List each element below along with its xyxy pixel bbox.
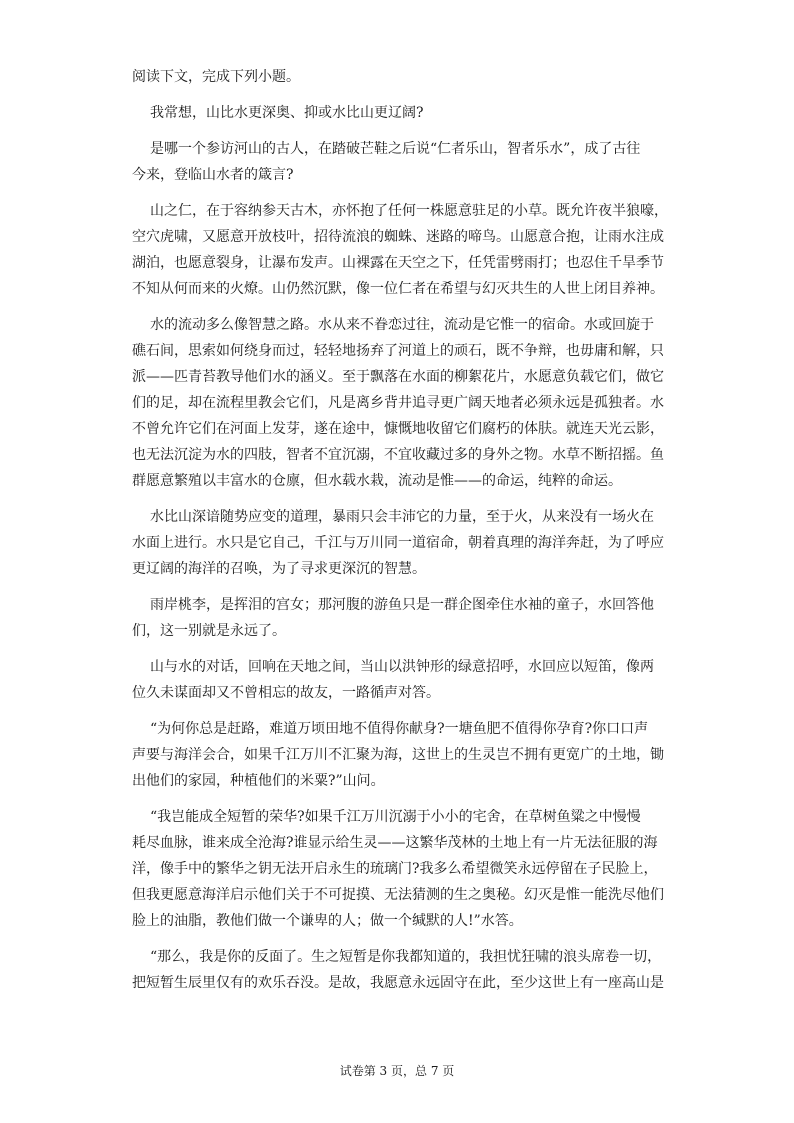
text-line: 耗尽血脉，谁来成全沧海?谁显示给生灵——这繁华茂林的土地上有一片无法征服的海 xyxy=(132,835,658,851)
instruction-text: 阅读下文，完成下列小题。 xyxy=(132,69,300,85)
page-footer: 试卷第 3 页，总 7 页 xyxy=(339,1064,455,1078)
text-line: 位久未谋面却又不曾相忘的故友，一路循声对答。 xyxy=(132,685,440,701)
text-line: “我岂能成全短暂的荣华?如果千江万川沉溺于小小的宅舍，在草树鱼粱之中慢慢 xyxy=(150,809,641,825)
text-line: 群愿意繁殖以丰富水的仓廪，但水载水栽，流动是惟——的命运，纯粹的命运。 xyxy=(132,473,622,489)
text-line: 不曾允许它们在河面上发芽，遂在途中，慷慨地收留它们腐朽的体肤。就连天光云影， xyxy=(132,421,664,437)
paragraph-8 xyxy=(132,716,664,794)
paragraph-2 xyxy=(132,136,660,188)
text-line: 今来，登临山水者的箴言? xyxy=(132,167,294,183)
paragraph-7 xyxy=(132,654,660,706)
text-line: 水比山深谙随势应变的道理，暴雨只会丰沛它的力量，至于火，从来没有一场火在 xyxy=(150,509,654,525)
text-line: 山与水的对话，回响在天地之间，当山以洪钟形的绿意招呼，水回应以短笛，像两 xyxy=(150,659,654,675)
paragraph-10 xyxy=(132,944,664,996)
text-line: 派——匹青苔教导他们水的涵义。至于飘落在水面的柳絮花片，水愿意负载它们，做它 xyxy=(132,369,664,385)
paragraph-9 xyxy=(132,804,664,934)
text-line: 们，这一别就是永远了。 xyxy=(132,623,286,639)
text-line: 不知从何而来的火燎。山仍然沉默，像一位仁者在希望与幻灭共生的人世上闭目养神。 xyxy=(132,281,664,297)
paragraph-6 xyxy=(132,592,660,644)
text-line: 也无法沉淀为水的四肢，智者不宜沉溺，不宜收藏过多的身外之物。水草不断招摇。鱼 xyxy=(132,447,664,463)
text-line: “那么，我是你的反面了。生之短暂是你我都知道的，我担忧狂啸的浪头席卷一切， xyxy=(150,949,662,965)
text-line: 湖泊，也愿意裂身，让瀑布发声。山裸露在天空之下，任凭雷劈雨打；也忍住千旱季节 xyxy=(132,255,664,271)
reading-passage xyxy=(132,64,668,996)
paragraph-4 xyxy=(132,312,664,494)
text-line: 我常想，山比水更深奥、抑或水比山更辽阔? xyxy=(150,105,424,121)
text-line: 把短暂生辰里仅有的欢乐吞没。是故，我愿意永远固守在此，至少这世上有一座高山是 xyxy=(132,975,664,991)
text-line: 洋，像手中的繁华之钥无法开启永生的琉璃门?我多么希望微笑永远停留在子民脸上， xyxy=(132,861,658,877)
paragraph-5 xyxy=(132,504,664,582)
text-line: 出他们的家园，种植他们的米粟?”山问。 xyxy=(132,773,385,789)
paragraph-1 xyxy=(132,100,660,126)
text-line: 山之仁，在于容纳参天古木，亦怀抱了任何一株愿意驻足的小草。既允许夜半狼嚎， xyxy=(150,203,668,219)
text-line: “为何你总是赶路，难道万顷田地不值得你献身?一塘鱼肥不值得你孕育?你口口声 xyxy=(150,721,649,737)
text-line: 是哪一个参访河山的古人，在踏破芒鞋之后说“仁者乐山，智者乐水”，成了古往 xyxy=(150,141,641,157)
text-line: 更辽阔的海洋的召唤，为了寻求更深沉的智慧。 xyxy=(132,561,426,577)
text-line: 水的流动多么像智慧之路。水从来不眷恋过往，流动是它惟一的宿命。水或回旋于 xyxy=(150,317,654,333)
text-line: 声要与海洋会合，如果千江万川不汇聚为海，这世上的生灵岂不拥有更宽广的土地，锄 xyxy=(132,747,664,763)
text-line: 空穴虎啸，又愿意开放枝叶，招待流浪的蜘蛛、迷路的啼鸟。山愿意合抱，让雨水注成 xyxy=(132,229,664,245)
text-line: 礁石间，思索如何绕身而过，轻轻地扬弃了河道上的顽石，既不争辩，也毋庸和解，只 xyxy=(132,343,664,359)
text-line: 们的足，却在流程里教会它们，凡是离乡背井追寻更广阔天地者必须永远是孤独者。水 xyxy=(132,395,664,411)
text-line: 雨岸桃李，是挥泪的宫女；那河腹的游鱼只是一群企图牵住水袖的童子，水回答他 xyxy=(150,597,654,613)
text-line: 水面上进行。水只是它自己，千江与万川同一道宿命，朝着真理的海洋奔赶，为了呼应 xyxy=(132,535,664,551)
paragraph-3 xyxy=(132,198,668,302)
text-line: 脸上的油脂，教他们做一个谦卑的人；做一个缄默的人!”水答。 xyxy=(132,913,523,929)
text-line: 但我更愿意海洋启示他们关于不可捉摸、无法猜测的生之奥秘。幻灭是惟一能洗尽他们 xyxy=(132,887,664,903)
